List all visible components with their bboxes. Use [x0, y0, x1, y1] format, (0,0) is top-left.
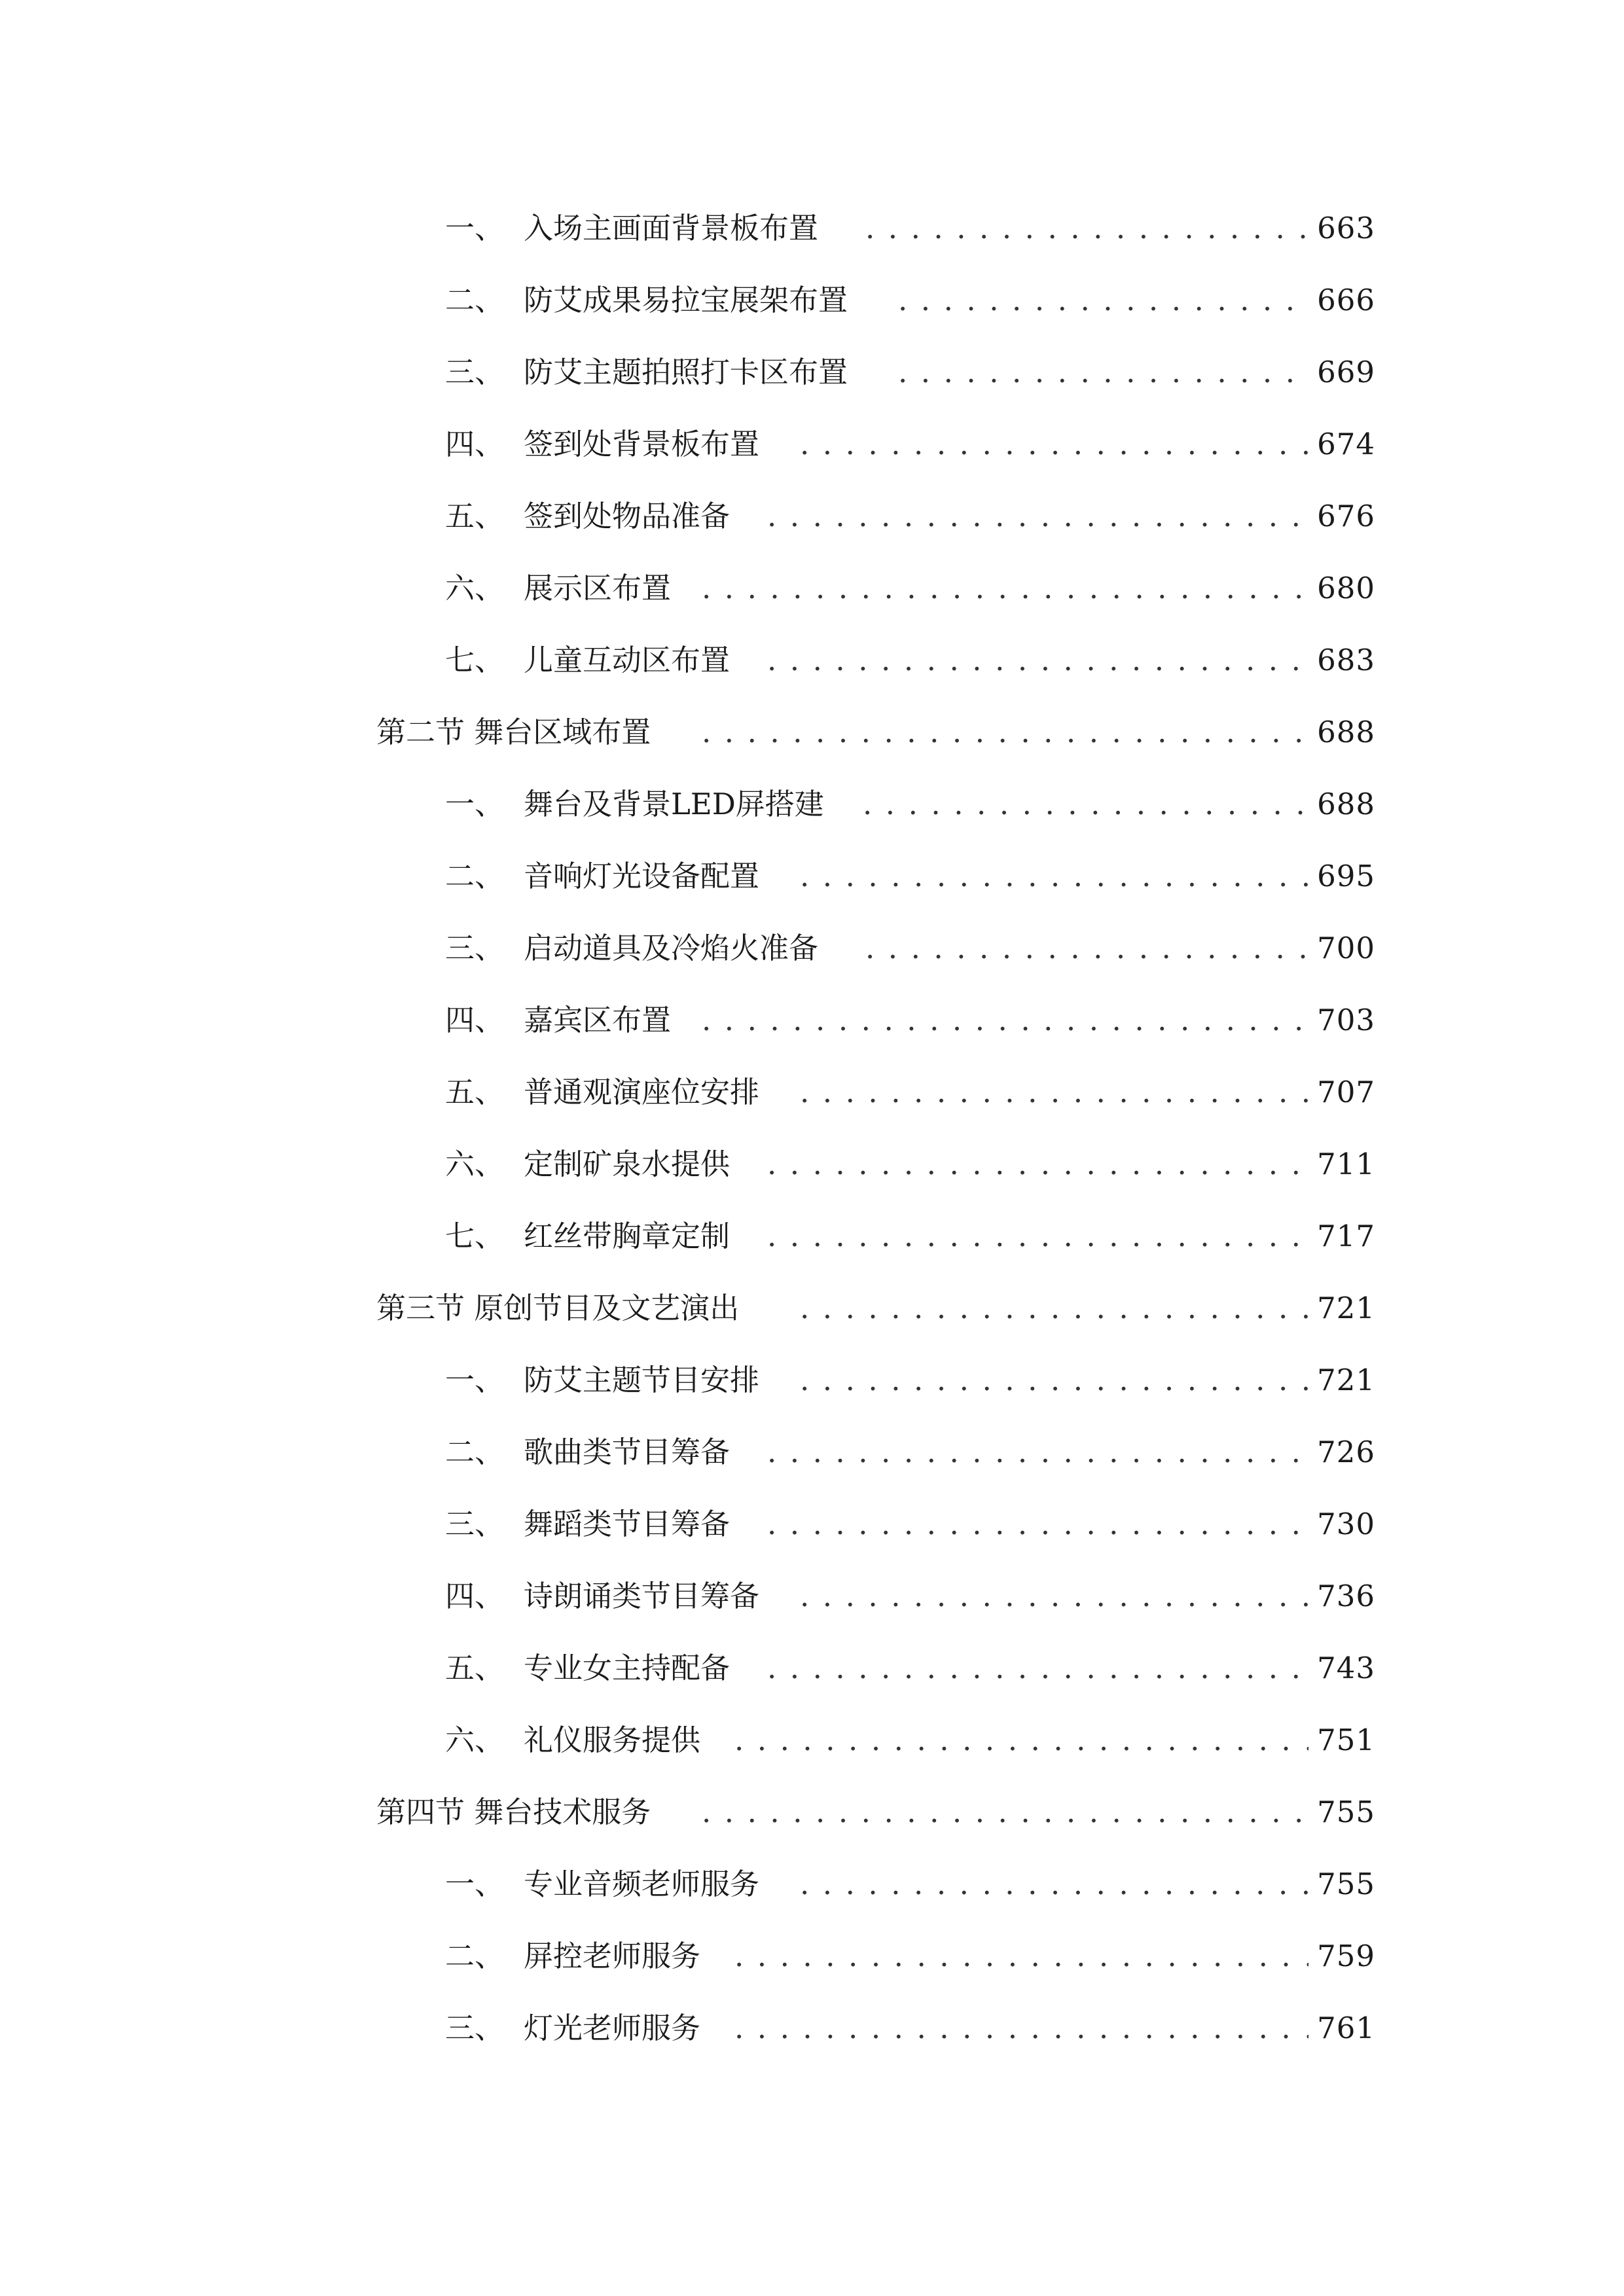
toc-entry-number: 一、	[445, 210, 505, 245]
toc-entry-title: 普通观演座位安排	[524, 1074, 760, 1109]
toc-entry[interactable]	[0, 1416, 1624, 1488]
toc-entry-number: 二、	[445, 858, 505, 893]
toc-entry-title: 展示区布置	[524, 570, 672, 605]
toc-entry-title: 专业音频老师服务	[524, 1866, 760, 1901]
toc-dot-leader	[863, 789, 1308, 819]
toc-dot-leader	[800, 1869, 1308, 1899]
toc-entry-page: 717	[1317, 1218, 1375, 1253]
toc-entry-number: 一、	[445, 786, 505, 821]
toc-entry-page: 676	[1317, 498, 1375, 533]
toc-dot-leader	[767, 645, 1308, 675]
toc-entry-page: 669	[1317, 354, 1375, 389]
toc-entry-page: 759	[1317, 1938, 1375, 1973]
toc-entry[interactable]	[0, 984, 1624, 1056]
toc-entry-title: 儿童互动区布置	[524, 642, 731, 677]
toc-entry-number: 一、	[445, 1866, 505, 1901]
toc-entry-title: 签到处背景板布置	[524, 426, 760, 461]
toc-entry[interactable]	[0, 1920, 1624, 1992]
toc-entry-number: 五、	[445, 1650, 505, 1685]
toc-dot-leader	[767, 1149, 1308, 1179]
toc-entry[interactable]	[0, 1128, 1624, 1200]
toc-dot-leader	[702, 1005, 1308, 1035]
toc-entry-page: 666	[1317, 282, 1375, 317]
toc-dot-leader	[734, 1941, 1308, 1971]
toc-entry-page: 688	[1317, 714, 1375, 749]
toc-entry-page: 707	[1317, 1074, 1375, 1109]
toc-dot-leader	[734, 1725, 1308, 1755]
toc-entry-title: 礼仪服务提供	[524, 1722, 701, 1757]
toc-entry-page: 755	[1317, 1794, 1375, 1829]
toc-entry-title: 专业女主持配备	[524, 1650, 731, 1685]
toc-dot-leader	[800, 1581, 1308, 1611]
toc-entry[interactable]	[0, 624, 1624, 696]
toc-entry-title: 签到处物品准备	[524, 498, 731, 533]
toc-dot-leader	[767, 1509, 1308, 1539]
toc-entry[interactable]	[0, 1992, 1624, 2064]
toc-entry[interactable]	[0, 912, 1624, 984]
toc-entry-page: 674	[1317, 426, 1375, 461]
toc-dot-leader	[800, 429, 1308, 459]
toc-entry-number: 三、	[445, 1506, 505, 1541]
toc-entry[interactable]	[0, 552, 1624, 624]
toc-entry-number: 二、	[445, 282, 505, 317]
toc-entry-page: 695	[1317, 858, 1375, 893]
toc-entry-title: 防艾成果易拉宝展架布置	[524, 282, 848, 317]
toc-entry-page: 743	[1317, 1650, 1375, 1685]
toc-entry[interactable]	[0, 1488, 1624, 1560]
toc-entry-page: 761	[1317, 2010, 1375, 2045]
toc-entry-page: 703	[1317, 1002, 1375, 1037]
toc-section-entry[interactable]	[0, 1272, 1624, 1344]
toc-entry-number: 一、	[445, 1362, 505, 1397]
toc-entry[interactable]	[0, 1200, 1624, 1272]
toc-entry[interactable]	[0, 1704, 1624, 1776]
toc-section-title: 第三节 原创节目及文艺演出	[376, 1290, 740, 1325]
toc-entry[interactable]	[0, 192, 1624, 264]
toc-dot-leader	[702, 1797, 1308, 1827]
toc-entry-page: 688	[1317, 786, 1375, 821]
toc-entry-number: 三、	[445, 2010, 505, 2045]
toc-entry[interactable]	[0, 840, 1624, 912]
toc-entry-number: 二、	[445, 1434, 505, 1469]
toc-entry-title: 歌曲类节目筹备	[524, 1434, 731, 1469]
toc-entry[interactable]	[0, 480, 1624, 552]
toc-entry[interactable]	[0, 264, 1624, 336]
toc-dot-leader	[767, 1221, 1308, 1251]
toc-dot-leader	[865, 933, 1308, 963]
toc-entry[interactable]	[0, 1056, 1624, 1128]
toc-entry[interactable]	[0, 1344, 1624, 1416]
toc-entry-title: 防艾主题拍照打卡区布置	[524, 354, 848, 389]
toc-dot-leader	[767, 1437, 1308, 1467]
toc-dot-leader	[800, 1293, 1308, 1323]
toc-entry-page: 751	[1317, 1722, 1375, 1757]
toc-dot-leader	[898, 357, 1308, 387]
toc-dot-leader	[800, 1365, 1308, 1395]
toc-dot-leader	[865, 213, 1308, 243]
toc-entry-page: 721	[1317, 1290, 1375, 1325]
toc-entry-page: 711	[1317, 1146, 1375, 1181]
toc-section-entry[interactable]	[0, 696, 1624, 768]
toc-entry-title: 嘉宾区布置	[524, 1002, 672, 1037]
toc-entry-page: 721	[1317, 1362, 1375, 1397]
toc-entry-page: 755	[1317, 1866, 1375, 1901]
toc-section-entry[interactable]	[0, 1776, 1624, 1848]
toc-dot-leader	[800, 1077, 1308, 1107]
toc-entry-title: 诗朗诵类节目筹备	[524, 1578, 760, 1613]
toc-entry-number: 三、	[445, 354, 505, 389]
toc-entry-title: 舞蹈类节目筹备	[524, 1506, 731, 1541]
toc-entry-number: 四、	[445, 426, 505, 461]
toc-entry-page: 683	[1317, 642, 1375, 677]
toc-entry-title: 舞台及背景LED屏搭建	[524, 786, 824, 821]
toc-entry-number: 五、	[445, 1074, 505, 1109]
toc-entry-title: 定制矿泉水提供	[524, 1146, 731, 1181]
toc-entry-number: 六、	[445, 1146, 505, 1181]
toc-entry-title: 启动道具及冷焰火准备	[524, 930, 819, 965]
toc-dot-leader	[702, 573, 1308, 603]
toc-entry-number: 四、	[445, 1002, 505, 1037]
toc-entry-number: 七、	[445, 642, 505, 677]
toc-entry-number: 六、	[445, 1722, 505, 1757]
toc-section-title: 第四节 舞台技术服务	[376, 1794, 651, 1829]
toc-entry-title: 音响灯光设备配置	[524, 858, 760, 893]
toc-entry-title: 灯光老师服务	[524, 2010, 701, 2045]
toc-entry-number: 七、	[445, 1218, 505, 1253]
toc-entry-page: 663	[1317, 210, 1375, 245]
toc-entry-page: 730	[1317, 1506, 1375, 1541]
toc-entry-page: 726	[1317, 1434, 1375, 1469]
toc-entry[interactable]	[0, 336, 1624, 408]
toc-dot-leader	[734, 2013, 1308, 2043]
toc-section-title: 第二节 舞台区域布置	[376, 714, 651, 749]
toc-dot-leader	[767, 1653, 1308, 1683]
toc-entry[interactable]	[0, 1560, 1624, 1632]
toc-entry-number: 六、	[445, 570, 505, 605]
toc-entry[interactable]	[0, 408, 1624, 480]
toc-dot-leader	[800, 861, 1308, 891]
toc-entry-number: 五、	[445, 498, 505, 533]
toc-entry-page: 700	[1317, 930, 1375, 965]
toc-entry-title: 红丝带胸章定制	[524, 1218, 731, 1253]
toc-entry-page: 736	[1317, 1578, 1375, 1613]
toc-entry[interactable]	[0, 768, 1624, 840]
toc-dot-leader	[702, 717, 1308, 747]
toc-entry-number: 四、	[445, 1578, 505, 1613]
toc-entry-title: 屏控老师服务	[524, 1938, 701, 1973]
toc-entry[interactable]	[0, 1632, 1624, 1704]
toc-entry-title: 防艾主题节目安排	[524, 1362, 760, 1397]
toc-entry-number: 二、	[445, 1938, 505, 1973]
toc-dot-leader	[767, 501, 1308, 531]
toc-entry-page: 680	[1317, 570, 1375, 605]
toc-dot-leader	[898, 285, 1308, 315]
toc-entry-number: 三、	[445, 930, 505, 965]
toc-entry-title: 入场主画面背景板布置	[524, 210, 819, 245]
toc-entry[interactable]	[0, 1848, 1624, 1920]
